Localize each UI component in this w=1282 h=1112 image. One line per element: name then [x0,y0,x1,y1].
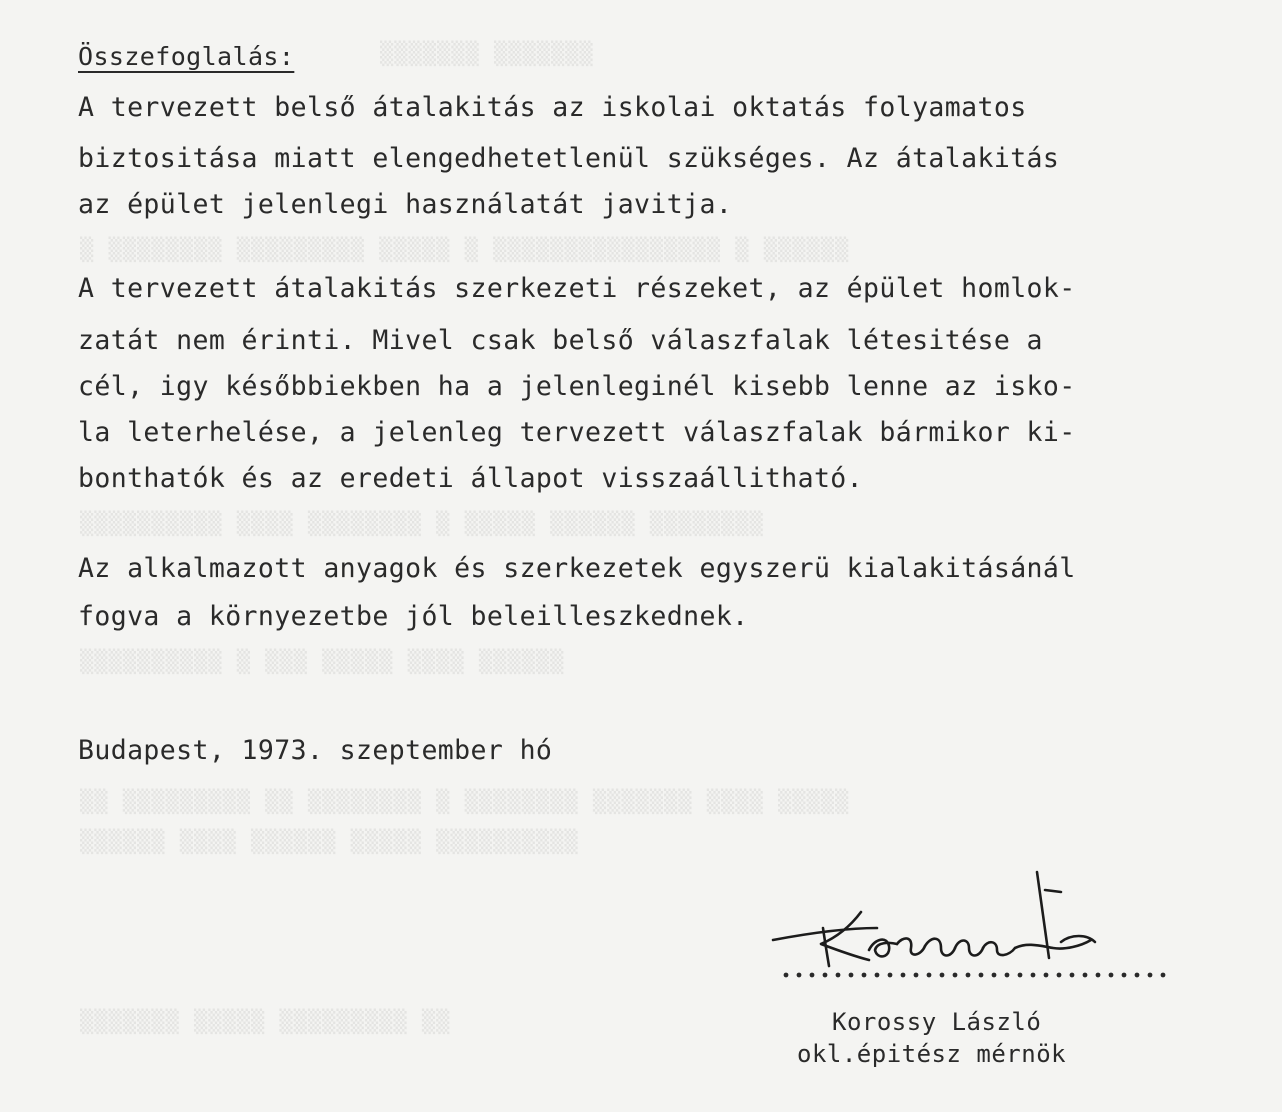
signature-dot [966,973,971,978]
signature-dot [1057,973,1062,978]
signature-dot [1031,973,1036,978]
paragraph-3-line-1: Az alkalmazott anyagok és szerkezetek egyszerü kialakitásánál [78,553,1076,584]
summary-heading: Összefoglalás: [78,42,295,71]
signer-title: okl.épitész mérnök [797,1040,1067,1068]
signature-dot [784,973,789,978]
signature-dot [797,973,802,978]
paragraph-1-line-1: A tervezett belső átalakitás az iskolai oktatás folyamatos [78,92,1027,123]
signature-dot [1122,973,1127,978]
signature-dot [810,973,815,978]
signature-dot [862,973,867,978]
signer-name: Korossy László [832,1008,1042,1036]
handwritten-signature [765,870,1125,970]
bleed-through-text: ▒▒▒▒▒▒▒ ▒▒▒▒▒ ▒▒▒▒▒▒▒▒▒ ▒▒ [80,1010,451,1035]
signature-dot [875,973,880,978]
bleed-through-text: ▒▒▒▒▒▒▒▒▒▒ ▒▒▒▒ ▒▒▒▒▒▒▒▒ ▒ ▒▒▒▒▒ ▒▒▒▒▒▒ ▒▒▒▒▒▒▒▒ [80,512,764,537]
signature-dot [992,973,997,978]
paragraph-1-line-2: biztositása miatt elengedhetetlenül szükséges. Az átalakitás [78,143,1060,174]
signature-dot [1005,973,1010,978]
signature-dot [940,973,945,978]
bleed-through-text: ▒ ▒▒▒▒▒▒▒▒ ▒▒▒▒▒▒▒▒▒ ▒▒▒▒▒ ▒ ▒▒▒▒▒▒▒▒▒▒▒▒▒▒▒▒ ▒ ▒▒▒▒▒▒ [80,238,850,263]
signature-dot [901,973,906,978]
paragraph-2-line-1: A tervezett átalakitás szerkezeti részeket, az épület homlok- [78,273,1076,304]
paragraph-2-line-4: la leterhelése, a jelenleg tervezett válaszfalak bármikor ki- [78,417,1076,448]
paragraph-1-line-3: az épület jelenlegi használatát javitja. [78,189,733,220]
signature-dot [1083,973,1088,978]
signature-dot [888,973,893,978]
signature-dot [836,973,841,978]
signature-dot [849,973,854,978]
bleed-through-text: ▒▒▒▒▒▒▒ ▒▒▒▒▒▒▒ [380,42,594,67]
place-date: Budapest, 1973. szeptember hó [78,735,553,766]
signature-dot [953,973,958,978]
signature-dot [914,973,919,978]
paragraph-2-line-3: cél, igy későbbiekben ha a jelenleginél kisebb lenne az isko- [78,371,1076,402]
paragraph-2-line-5: bonthatók és az eredeti állapot visszaállitható. [78,463,864,494]
bleed-through-text: ▒▒▒▒▒▒ ▒▒▒▒ ▒▒▒▒▒▒ ▒▒▒▒▒ ▒▒▒▒▒▒▒▒▒▒ [80,830,579,855]
signature-line [782,968,1182,982]
signature-dot [927,973,932,978]
signature-dot [1018,973,1023,978]
signature-dot [1109,973,1114,978]
bleed-through-text: ▒▒▒▒▒▒▒▒▒▒ ▒ ▒▒▒ ▒▒▒▒▒ ▒▒▒▒ ▒▒▒▒▒▒ [80,650,565,675]
signature-dot [1070,973,1075,978]
signature-dot [1161,973,1166,978]
signature-dot [1096,973,1101,978]
bleed-through-text: ▒▒ ▒▒▒▒▒▒▒▒▒ ▒▒ ▒▒▒▒▒▒▒▒ ▒ ▒▒▒▒▒▒▒▒ ▒▒▒▒▒▒▒ ▒▒▒▒ ▒▒▒▒▒ [80,790,850,815]
signature-dot [823,973,828,978]
paragraph-3-line-2: fogva a környezetbe jól beleilleszkednek. [78,601,749,632]
signature-dot [979,973,984,978]
signature-dot [1148,973,1153,978]
paragraph-2-line-2: zatát nem érinti. Mivel csak belső válaszfalak létesitése a [78,325,1043,356]
signature-dot [1135,973,1140,978]
signature-dot [1044,973,1049,978]
